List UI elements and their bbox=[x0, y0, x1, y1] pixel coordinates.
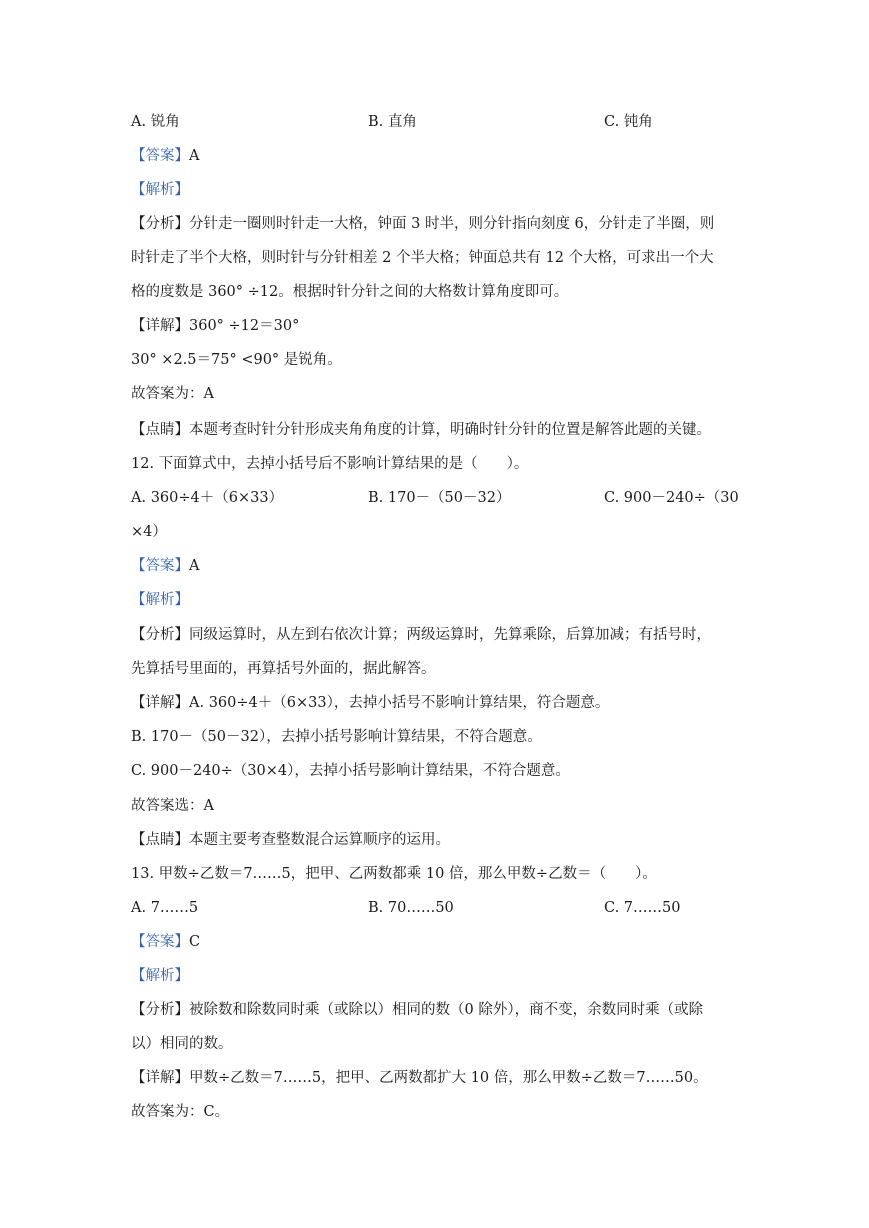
q11-conclusion: 故答案为：A bbox=[131, 386, 214, 402]
q13-analysis-line-1 bbox=[131, 1000, 741, 1020]
q11-option-a: A. 锐角 bbox=[131, 114, 180, 130]
q12-option-a: A. 360÷4＋（6×33） bbox=[131, 490, 284, 506]
answer-tag: 【答案】 bbox=[131, 934, 189, 950]
comment-tag: 【点睛】 bbox=[131, 832, 189, 848]
q13-detail-line-1 bbox=[131, 1068, 741, 1088]
q11-comment bbox=[131, 420, 741, 440]
q12-jiexi: 【解析】 bbox=[131, 592, 189, 608]
q13-conclusion: 故答案为：C。 bbox=[131, 1104, 230, 1120]
q11-detail-line-2: 30° ×2.5＝75° <90° 是锐角。 bbox=[131, 352, 342, 368]
detail-tag: 【详解】 bbox=[131, 318, 189, 334]
answer-tag: 【答案】 bbox=[131, 558, 189, 574]
detail-text: 360° ÷12＝30° bbox=[189, 318, 300, 334]
q12-analysis-line-1 bbox=[131, 625, 741, 645]
q11-analysis-line-2: 时针走了半个大格，则时针与分针相差 2 个半大格；钟面总共有 12 个大格，可求出一个大 bbox=[131, 250, 714, 266]
detail-tag: 【详解】 bbox=[131, 695, 189, 711]
q12-conclusion: 故答案选：A bbox=[131, 798, 214, 814]
detail-text: 甲数÷乙数＝7……5，把甲、乙两数都扩大 10 倍，那么甲数÷乙数＝7……50。 bbox=[189, 1070, 708, 1086]
q13-question: 13. 甲数÷乙数＝7……5，把甲、乙两数都乘 10 倍，那么甲数÷乙数＝（ ）。 bbox=[131, 866, 657, 882]
q11-options bbox=[131, 112, 741, 132]
answer-value: A bbox=[189, 558, 200, 574]
comment-tag: 【点睛】 bbox=[131, 422, 189, 438]
q12-detail-line-3: C. 900－240÷（30×4），去掉小括号影响计算结果，不符合题意。 bbox=[131, 763, 570, 779]
q11-option-b: B. 直角 bbox=[368, 114, 417, 130]
q11-answer bbox=[131, 146, 741, 166]
answer-value: C bbox=[189, 934, 201, 950]
analysis-tag: 【分析】 bbox=[131, 627, 189, 643]
q12-detail-line-1 bbox=[131, 693, 741, 713]
q12-detail-line-2: B. 170－（50－32），去掉小括号影响计算结果，不符合题意。 bbox=[131, 729, 542, 745]
q13-option-c: C. 7……50 bbox=[604, 900, 681, 916]
comment-text: 本题考查时针分针形成夹角角度的计算，明确时针分针的位置是解答此题的关键。 bbox=[189, 422, 711, 438]
q12-options bbox=[131, 488, 741, 508]
q12-answer bbox=[131, 556, 741, 576]
q12-question: 12. 下面算式中，去掉小括号后不影响计算结果的是（ ）。 bbox=[131, 456, 529, 472]
q13-options bbox=[131, 898, 741, 918]
q11-jiexi: 【解析】 bbox=[131, 182, 189, 198]
q13-answer bbox=[131, 932, 741, 952]
q11-analysis-line-3: 格的度数是 360° ÷12。根据时针分针之间的大格数计算角度即可。 bbox=[131, 284, 569, 300]
q13-option-a: A. 7……5 bbox=[131, 900, 199, 916]
q13-jiexi: 【解析】 bbox=[131, 968, 189, 984]
analysis-text: 同级运算时，从左到右依次计算；两级运算时，先算乘除，后算加减；有括号时， bbox=[189, 627, 711, 643]
q11-detail-line-1 bbox=[131, 316, 741, 336]
analysis-tag: 【分析】 bbox=[131, 1002, 189, 1018]
answer-tag: 【答案】 bbox=[131, 148, 189, 164]
analysis-tag: 【分析】 bbox=[131, 216, 189, 232]
q12-option-b: B. 170－（50－32） bbox=[368, 490, 511, 506]
analysis-text: 分针走一圈则时针走一大格，钟面 3 时半，则分针指向刻度 6，分针走了半圈，则 bbox=[189, 216, 715, 232]
answer-value: A bbox=[189, 148, 200, 164]
detail-tag: 【详解】 bbox=[131, 1070, 189, 1086]
detail-text: A. 360÷4＋（6×33），去掉小括号不影响计算结果，符合题意。 bbox=[189, 695, 610, 711]
q13-option-b: B. 70……50 bbox=[368, 900, 454, 916]
q12-analysis-line-2: 先算括号里面的，再算括号外面的，据此解答。 bbox=[131, 661, 436, 677]
q11-option-c: C. 钝角 bbox=[604, 114, 653, 130]
analysis-text: 被除数和除数同时乘（或除以）相同的数（0 除外），商不变，余数同时乘（或除 bbox=[189, 1002, 704, 1018]
q11-analysis-line-1 bbox=[131, 214, 741, 234]
q13-analysis-line-2: 以）相同的数。 bbox=[131, 1036, 233, 1052]
comment-text: 本题主要考查整数混合运算顺序的运用。 bbox=[189, 832, 450, 848]
q12-option-c: C. 900－240÷（30 bbox=[604, 490, 739, 506]
q12-option-wrap: ×4） bbox=[131, 524, 167, 540]
q12-comment bbox=[131, 830, 741, 850]
